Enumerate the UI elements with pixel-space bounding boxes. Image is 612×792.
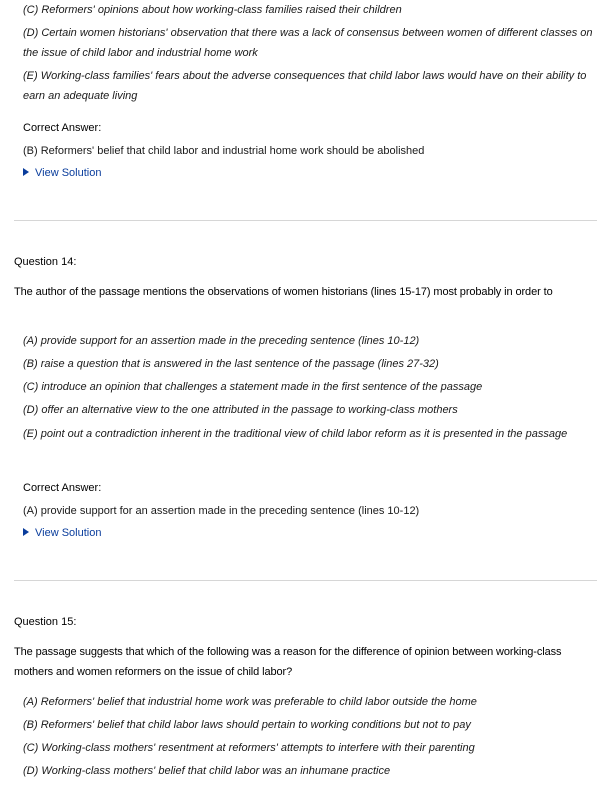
- option-d[interactable]: (D) Certain women historians' observation that there was a lack of consensus between women of different classes on the issue of child labor and industrial home work: [23, 27, 593, 59]
- view-solution-label: View Solution: [35, 527, 102, 539]
- option-d[interactable]: (D) Working-class mothers' belief that child labor was an inhumane practice: [23, 765, 391, 777]
- option-b[interactable]: (B) Reformers' belief that child labor laws should pertain to working conditions but not to pay: [23, 719, 471, 731]
- question-stem: The passage suggests that which of the following was a reason for the difference of opinion between working-class mothers and women reformers on the issue of child labor?: [14, 646, 562, 678]
- question-stem: The author of the passage mentions the observations of women historians (lines 15-17) most probably in order to: [14, 286, 553, 298]
- section-divider: [14, 580, 597, 581]
- option-c[interactable]: (C) Working-class mothers' resentment at reformers' attempts to interfere with their parenting: [23, 742, 475, 754]
- view-solution-label: View Solution: [35, 167, 102, 179]
- correct-answer-text: (A) provide support for an assertion made in the preceding sentence (lines 10-12): [23, 505, 420, 517]
- play-triangle-icon: [23, 528, 29, 536]
- option-a[interactable]: (A) Reformers' belief that industrial home work was preferable to child labor outside the home: [23, 696, 477, 708]
- correct-answer-text: (B) Reformers' belief that child labor and industrial home work should be abolished: [23, 145, 425, 157]
- view-solution-link[interactable]: [23, 166, 101, 180]
- question-number: Question 14:: [14, 256, 77, 268]
- option-e[interactable]: (E) Working-class families' fears about the adverse consequences that child labor laws would have on their ability to earn an adequate living: [23, 70, 587, 102]
- question-number: Question 15:: [14, 616, 77, 628]
- option-c[interactable]: (C) introduce an opinion that challenges a statement made in the first sentence of the passage: [23, 381, 483, 393]
- correct-answer-label: Correct Answer:: [23, 482, 102, 494]
- option-d[interactable]: (D) offer an alternative view to the one attributed in the passage to working-class mothers: [23, 404, 458, 416]
- section-divider: [14, 220, 597, 221]
- option-a[interactable]: (A) provide support for an assertion made in the preceding sentence (lines 10-12): [23, 335, 420, 347]
- correct-answer-label: Correct Answer:: [23, 122, 102, 134]
- view-solution-link[interactable]: [23, 526, 101, 540]
- play-triangle-icon: [23, 168, 29, 176]
- option-b[interactable]: (B) raise a question that is answered in the last sentence of the passage (lines 27-32): [23, 358, 439, 370]
- option-c[interactable]: (C) Reformers' opinions about how working-class families raised their children: [23, 4, 402, 16]
- option-e[interactable]: (E) point out a contradiction inherent in the traditional view of child labor reform as it is presented in the passage: [23, 428, 568, 440]
